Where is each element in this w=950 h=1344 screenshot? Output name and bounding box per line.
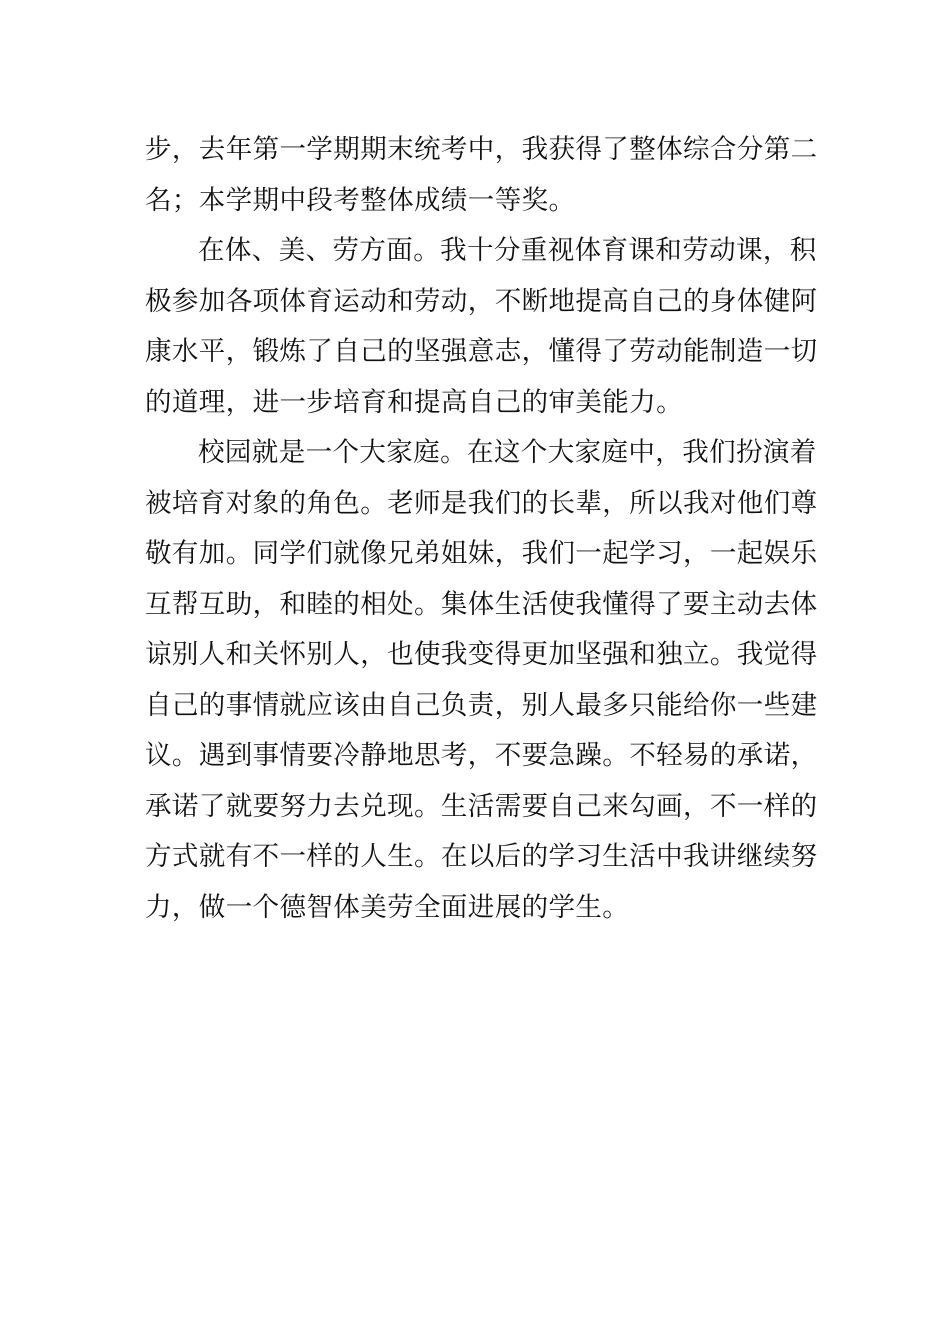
text-line: 方式就有不一样的人生。在以后的学习生活中我讲继续努 [145,841,818,872]
paragraph-2 [145,226,818,428]
text-line: 承诺了就要努力去兑现。生活需要自己来勾画，不一样的 [145,790,818,822]
text-line: 的道理，进一步培育和提高自己的审美能力。 [145,386,683,418]
text-line: 敬有加。同学们就像兄弟姐妹，我们一起学习，一起娱乐 [145,538,818,569]
paragraph-1 [145,125,818,226]
text-line: 步，去年第一学期期末统考中，我获得了整体综合分第二 [145,134,818,165]
text-line: 谅别人和关怀别人，也使我变得更加坚强和独立。我觉得 [145,639,818,670]
text-line: 自己的事情就应该由自己负责，别人最多只能给你一些建 [145,689,818,721]
text-line: 被培育对象的角色。老师是我们的长辈，所以我对他们尊 [145,487,818,519]
text-line: 力，做一个德智体美劳全面进展的学生。 [145,891,630,923]
text-line: 议。遇到事情要冷静地思考，不要急躁。不轻易的承诺， [145,740,818,771]
text-line: 在体、美、劳方面。我十分重视体育课和劳动课，积 [198,235,817,266]
text-line: 名；本学期中段考整体成绩一等奖。 [145,184,576,216]
text-line: 康水平，锻炼了自己的坚强意志，懂得了劳动能制造一切 [145,336,818,367]
body-text [145,125,818,933]
text-line: 极参加各项体育运动和劳动，不断地提高自己的身体健阿 [145,285,818,317]
paragraph-3 [145,428,818,933]
text-line: 互帮互助，和睦的相处。集体生活使我懂得了要主动去体 [145,588,818,620]
text-line: 校园就是一个大家庭。在这个大家庭中，我们扮演着 [198,437,817,468]
